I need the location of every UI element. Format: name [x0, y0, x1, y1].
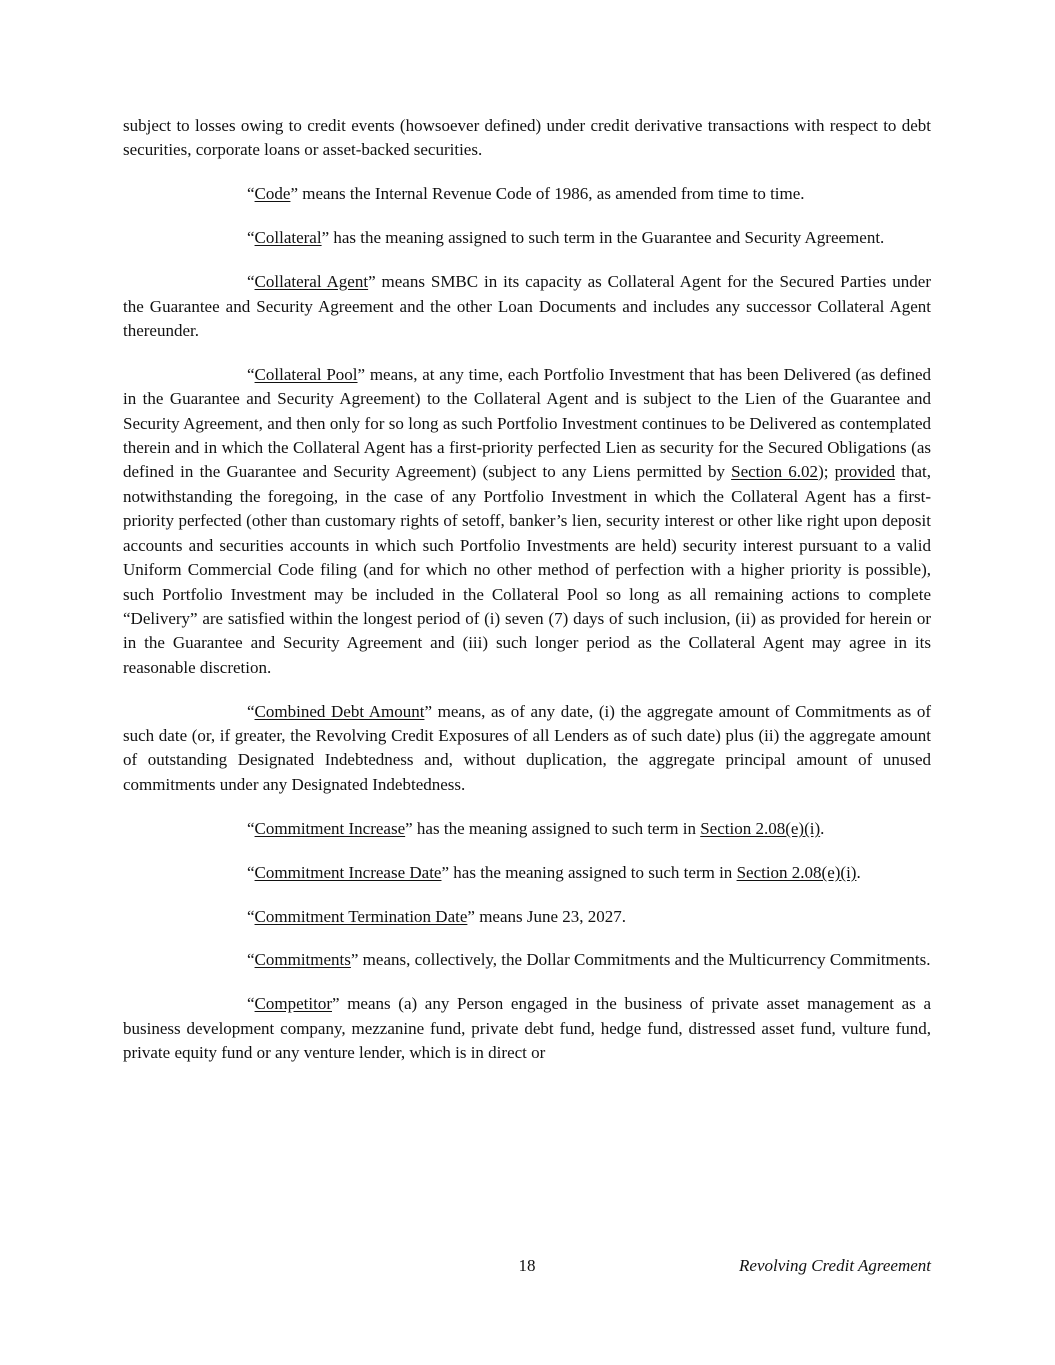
text-run: ” has the meaning assigned to such term in	[405, 818, 701, 838]
text-run: ” means, at any time, each Portfolio Investment that has been Delivered (as defined in the Guarantee and Security Agreement) to the Collateral Agent and is subject to the Lien of the Guarantee and Security Agreement, and then only for so long as such Portfolio Investment continues to be Delivered as contemplated therein and in which the Collateral Agent has a first-priority perfected Lien as security for the Secured Obligations (as defined in the Guarantee and Security Agreement) (subject to any Liens permitted by	[123, 364, 931, 482]
paragraph	[123, 363, 931, 680]
text-run: );	[818, 462, 835, 482]
defined-term: Section 2.08(e)(i)	[736, 862, 857, 882]
text-run: that, notwithstanding the foregoing, in the case of any Portfolio Investment in which the Collateral Agent has a first-priority perfected (other than customary rights of setoff, banker’s lien, security interest or other like right upon deposit accounts and securities accounts in which such Portfolio Investments are held) security interest pursuant to a valid Uniform Commercial Code filing (and for which no other method of perfection with a higher priority is possible), such Portfolio Investment may be included in the Collateral Pool so long as all remaining actions to complete “Delivery” are satisfied within the longest period of (i) seven (7) days of such inclusion, (ii) as provided for herein or in the Guarantee and Security Agreement and (iii) such longer period as the Collateral Agent may agree in its reasonable discretion.	[123, 462, 932, 677]
paragraph	[123, 861, 931, 885]
defined-term: Commitment Increase	[254, 818, 406, 838]
paragraph	[123, 182, 931, 206]
defined-term: Collateral Pool	[254, 364, 358, 384]
text-run: ” means the Internal Revenue Code of 1986, as amended from time to time.	[290, 184, 805, 204]
paragraph	[123, 226, 931, 250]
footer-doc-title: Revolving Credit Agreement	[739, 1256, 931, 1275]
paragraph	[123, 817, 931, 841]
paragraph	[123, 948, 931, 972]
paragraph	[123, 270, 931, 343]
text-run: “	[247, 950, 255, 970]
text-run: .	[856, 862, 861, 882]
text-run: “	[247, 862, 255, 882]
text-run: ” has the meaning assigned to such term in	[441, 862, 737, 882]
defined-term: provided	[834, 462, 896, 482]
paragraph	[123, 905, 931, 929]
paragraph	[123, 114, 931, 163]
defined-term: Commitment Termination Date	[254, 906, 468, 926]
text-run: ” means SMBC in its capacity as Collateral Agent for the Secured Parties under the Guarantee and Security Agreement and the other Loan Documents and includes any successor Collateral Agent thereunder.	[123, 272, 931, 340]
defined-term: Competitor	[254, 994, 332, 1014]
text-run: “	[247, 818, 255, 838]
paragraph	[123, 700, 931, 798]
document-body	[123, 114, 931, 1066]
text-run: “	[247, 701, 255, 721]
defined-term: Collateral Agent	[254, 272, 369, 292]
text-run: “	[247, 184, 255, 204]
text-run: ” means June 23, 2027.	[467, 906, 627, 926]
text-run: ” means, collectively, the Dollar Commitments and the Multicurrency Commitments.	[350, 950, 931, 970]
text-run: ” has the meaning assigned to such term in the Guarantee and Security Agreement.	[321, 228, 885, 248]
page-footer	[123, 1254, 931, 1280]
defined-term: Section 2.08(e)(i)	[700, 818, 821, 838]
page-number: 18	[518, 1256, 536, 1275]
text-run: “	[247, 994, 255, 1014]
text-run: “	[247, 272, 255, 292]
text-run: “	[247, 228, 255, 248]
text-run: ” means (a) any Person engaged in the business of private asset management as a business development company, mezzanine fund, private debt fund, hedge fund, distressed asset fund, vulture fund, private equity fund or any venture lender, which is in direct or	[123, 994, 931, 1063]
text-run: “	[247, 364, 255, 384]
defined-term: Section 6.02	[731, 462, 819, 482]
defined-term: Collateral	[254, 228, 322, 248]
defined-term: Commitments	[254, 950, 351, 970]
defined-term: Code	[254, 184, 291, 204]
text-run: .	[820, 818, 825, 838]
text-run: “	[247, 906, 255, 926]
text-run: ” means, as of any date, (i) the aggregate amount of Commitments as of such date (or, if greater, the Revolving Credit Exposures of all Lenders as of such date) plus (ii) the aggregate amount of outstanding Designated Indebtedness and, without duplication, the aggregate principal amount of unused commitments under any Designated Indebtedness.	[123, 701, 931, 794]
defined-term: Combined Debt Amount	[254, 701, 425, 721]
defined-term: Commitment Increase Date	[254, 862, 442, 882]
text-run: subject to losses owing to credit events (howsoever defined) under credit derivative transactions with respect to debt securities, corporate loans or asset-backed securities.	[123, 116, 931, 160]
paragraph	[123, 992, 931, 1065]
